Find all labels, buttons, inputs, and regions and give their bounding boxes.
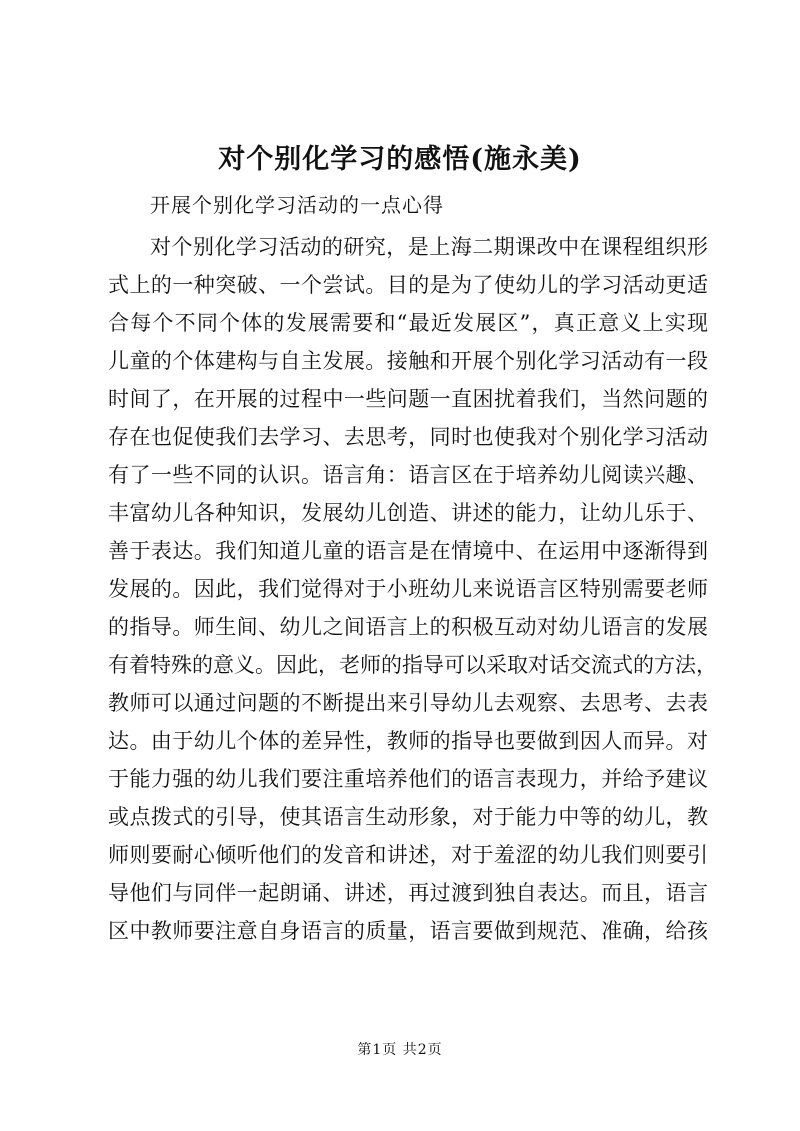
body-line: 丰富幼儿各种知识，发展幼儿创造、讲述的能力，让幼儿乐于、 [108, 501, 708, 525]
body-line: 教师可以通过问题的不断提出来引导幼儿去观察、去思考、去表 [108, 691, 708, 715]
body-line: 区中教师要注意自身语言的质量，语言要做到规范、准确，给孩 [108, 919, 708, 943]
document-body [108, 228, 717, 950]
body-line: 或点拨式的引导，使其语言生动形象，对于能力中等的幼儿，教 [108, 805, 708, 829]
body-line: 合每个不同个体的发展需要和“最近发展区”，真正意义上实现 [108, 311, 708, 335]
body-line: 对个别化学习活动的研究，是上海二期课改中在课程组织形 [150, 235, 708, 259]
body-line: 有着特殊的意义。因此，老师的指导可以采取对话交流式的方法， [108, 653, 717, 677]
document-subtitle: 开展个别化学习活动的一点心得 [150, 193, 444, 217]
body-line: 善于表达。我们知道儿童的语言是在情境中、在运用中逐渐得到 [108, 539, 708, 563]
body-line: 存在也促使我们去学习、去思考，同时也使我对个别化学习活动 [108, 425, 708, 449]
body-line: 时间了，在开展的过程中一些问题一直困扰着我们，当然问题的 [108, 387, 708, 411]
body-line: 导他们与同伴一起朗诵、讲述，再过渡到独自表达。而且，语言 [108, 881, 708, 905]
body-line: 儿童的个体建构与自主发展。接触和开展个别化学习活动有一段 [108, 349, 708, 373]
body-line: 式上的一种突破、一个尝试。目的是为了使幼儿的学习活动更适 [108, 273, 708, 297]
body-line: 发展的。因此，我们觉得对于小班幼儿来说语言区特别需要老师 [108, 577, 708, 601]
document-title: 对个别化学习的感悟(施永美) [218, 144, 582, 175]
body-line: 师则要耐心倾听他们的发音和讲述，对于羞涩的幼儿我们则要引 [108, 843, 708, 867]
body-line: 有了一些不同的认识。语言角：语言区在于培养幼儿阅读兴趣、 [108, 463, 708, 487]
body-line: 于能力强的幼儿我们要注重培养他们的语言表现力，并给予建议 [108, 767, 708, 791]
body-line: 的指导。师生间、幼儿之间语言上的积极互动对幼儿语言的发展 [108, 615, 708, 639]
body-line: 达。由于幼儿个体的差异性，教师的指导也要做到因人而异。对 [108, 729, 708, 753]
page-footer: 第1页 共2页 [357, 1042, 443, 1058]
